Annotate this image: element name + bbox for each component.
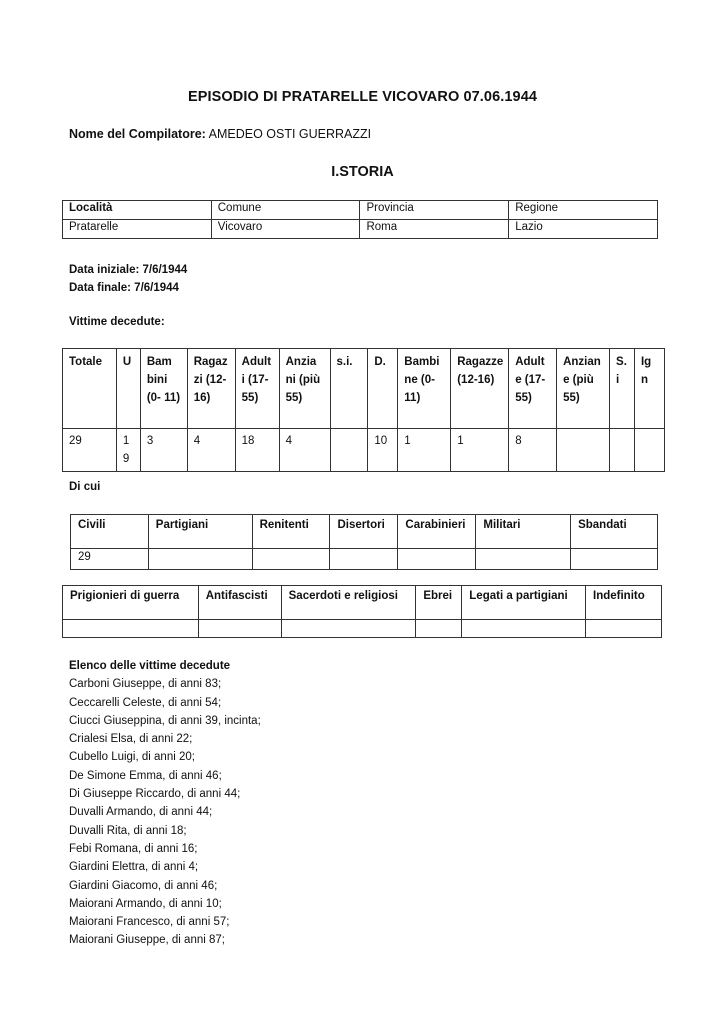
table-header-row — [63, 586, 662, 620]
list-item: Di Giuseppe Riccardo, di anni 44; — [69, 788, 241, 801]
list-item: Ceccarelli Celeste, di anni 54; — [69, 696, 222, 709]
victims-header: s.i. — [330, 349, 368, 429]
list-item: Crialesi Elsa, di anni 22; — [69, 733, 193, 746]
table-header-row — [71, 515, 658, 549]
victims-cell: 29 — [63, 429, 117, 472]
categories-cell — [198, 620, 281, 638]
table-row — [71, 549, 658, 570]
categories-table — [62, 585, 662, 638]
table-row — [63, 620, 662, 638]
victims-cell: 8 — [509, 429, 557, 472]
categories-cell — [462, 620, 586, 638]
end-date: Data finale: 7/6/1944 — [69, 282, 179, 294]
list-item: Duvalli Rita, di anni 18; — [69, 824, 187, 837]
victims-header: Bam bini (0- 11) — [140, 349, 187, 429]
victim-list-title: Elenco delle vittime decedute — [69, 660, 231, 672]
categories-header: Prigionieri di guerra — [63, 586, 199, 620]
list-item: Maiorani Francesco, di anni 57; — [69, 916, 230, 929]
victims-header: Anzian e (più 55) — [557, 349, 610, 429]
table-header-row — [63, 201, 658, 220]
location-header: Comune — [211, 201, 360, 220]
list-item: Ciucci Giuseppina, di anni 39, incinta; — [69, 714, 261, 727]
di-cui-header: Carabinieri — [398, 515, 476, 549]
victims-cell: 10 — [368, 429, 398, 472]
victims-cell: 3 — [140, 429, 187, 472]
categories-cell — [281, 620, 416, 638]
page-title: EPISODIO DI PRATARELLE VICOVARO 07.06.1944 — [187, 89, 538, 105]
di-cui-cell — [476, 549, 571, 570]
list-item: Maiorani Giuseppe, di anni 87; — [69, 934, 225, 947]
start-date: Data iniziale: 7/6/1944 — [69, 264, 188, 276]
victims-header: Ragaz zi (12- 16) — [187, 349, 235, 429]
victims-cell: 4 — [187, 429, 235, 472]
victims-header: Anzia ni (più 55) — [279, 349, 330, 429]
section-title: I.STORIA — [331, 164, 394, 180]
list-item: Carboni Giuseppe, di anni 83; — [69, 678, 222, 691]
categories-cell — [63, 620, 199, 638]
victims-header: S. i — [610, 349, 635, 429]
di-cui-cell — [148, 549, 252, 570]
compiler-line — [69, 127, 371, 141]
di-cui-table — [70, 514, 658, 570]
di-cui-cell — [330, 549, 398, 570]
categories-header: Antifascisti — [198, 586, 281, 620]
categories-header: Indefinito — [586, 586, 662, 620]
di-cui-cell — [252, 549, 330, 570]
location-header: Regione — [509, 201, 658, 220]
victims-cell — [634, 429, 664, 472]
di-cui-header: Partigiani — [148, 515, 252, 549]
di-cui-cell — [571, 549, 658, 570]
di-cui-header: Civili — [71, 515, 149, 549]
table-row — [63, 429, 665, 472]
di-cui-header: Militari — [476, 515, 571, 549]
victims-header: Ig n — [634, 349, 664, 429]
table-row — [63, 220, 658, 239]
victims-header: Ragazze (12-16) — [451, 349, 509, 429]
di-cui-header: Renitenti — [252, 515, 330, 549]
di-cui-header: Disertori — [330, 515, 398, 549]
victims-header: U — [116, 349, 140, 429]
location-cell: Roma — [360, 220, 509, 239]
list-item: Cubello Luigi, di anni 20; — [69, 751, 195, 764]
location-table — [62, 200, 658, 239]
list-item: Giardini Elettra, di anni 4; — [69, 861, 199, 874]
victims-cell: 1 — [451, 429, 509, 472]
victims-cell — [557, 429, 610, 472]
categories-cell — [416, 620, 462, 638]
victim-list — [69, 657, 261, 950]
list-item: Giardini Giacomo, di anni 46; — [69, 879, 218, 892]
compiler-name: AMEDEO OSTI GUERRAZZI — [208, 127, 372, 141]
di-cui-header: Sbandati — [571, 515, 658, 549]
victims-cell — [330, 429, 368, 472]
di-cui-cell — [398, 549, 476, 570]
table-header-row — [63, 349, 665, 429]
victims-cell: 1 9 — [116, 429, 140, 472]
victims-header: D. — [368, 349, 398, 429]
location-header: Località — [63, 201, 212, 220]
victims-header: Totale — [63, 349, 117, 429]
compiler-label: Nome del Compilatore: — [69, 127, 206, 141]
victims-cell: 18 — [235, 429, 279, 472]
victims-header: Adult e (17- 55) — [509, 349, 557, 429]
di-cui-cell: 29 — [71, 549, 149, 570]
victims-header: Bambi ne (0- 11) — [398, 349, 451, 429]
location-header: Provincia — [360, 201, 509, 220]
victims-cell: 1 — [398, 429, 451, 472]
location-cell: Vicovaro — [211, 220, 360, 239]
location-cell: Pratarelle — [63, 220, 212, 239]
list-item: Febi Romana, di anni 16; — [69, 842, 198, 855]
victims-cell: 4 — [279, 429, 330, 472]
victims-cell — [610, 429, 635, 472]
list-item: Duvalli Armando, di anni 44; — [69, 806, 213, 819]
victims-table — [62, 348, 665, 472]
list-item: De Simone Emma, di anni 46; — [69, 769, 222, 782]
categories-header: Sacerdoti e religiosi — [281, 586, 416, 620]
location-cell: Lazio — [509, 220, 658, 239]
victims-header: Adult i (17- 55) — [235, 349, 279, 429]
victims-label: Vittime decedute: — [69, 316, 165, 328]
di-cui-label: Di cui — [69, 481, 101, 493]
categories-cell — [586, 620, 662, 638]
categories-header: Ebrei — [416, 586, 462, 620]
categories-header: Legati a partigiani — [462, 586, 586, 620]
dates-block — [69, 261, 187, 297]
list-item: Maiorani Armando, di anni 10; — [69, 897, 222, 910]
